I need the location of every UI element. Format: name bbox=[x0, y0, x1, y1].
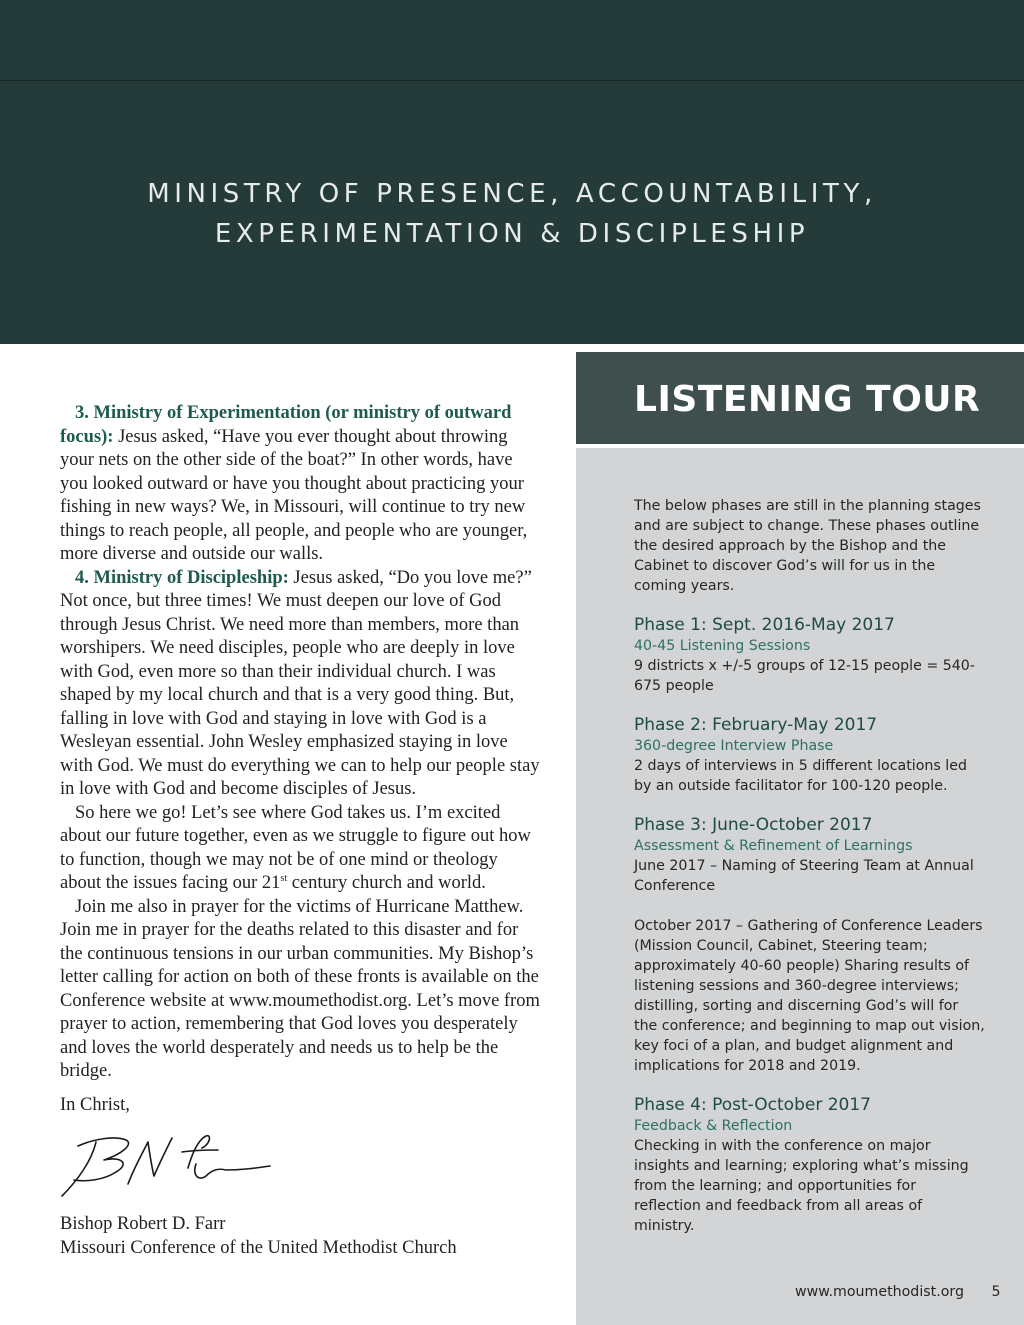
phase-title: Phase 4: Post-October 2017 bbox=[634, 1095, 871, 1115]
phase-text: 9 districts x +/-5 groups of 12-15 people = 540-675 people bbox=[634, 658, 975, 694]
title-banner bbox=[0, 0, 1024, 344]
text-experimentation: Jesus asked, “Have you ever thought about throwing your nets on the other side of the boat?” In other words, have you looked outward or have you thought about practicing your fishing in new ways? We, in Missouri, will continue to try new things to reach people, all people, and people who are younger, more diverse and outside our walls. bbox=[60, 426, 528, 564]
closing-salutation: In Christ, bbox=[60, 1095, 130, 1115]
paragraph-discipleship bbox=[60, 567, 540, 802]
phase-body bbox=[634, 856, 986, 1076]
signer-block bbox=[60, 1213, 540, 1260]
banner-divider bbox=[0, 80, 1024, 81]
footer-url: www.moumethodist.org bbox=[795, 1284, 964, 1300]
paragraph-here-we-go bbox=[60, 802, 540, 896]
paragraph-experimentation bbox=[60, 402, 540, 567]
heading-discipleship: 4. Ministry of Discipleship: bbox=[75, 567, 289, 588]
phase-4 bbox=[634, 1094, 986, 1236]
sidebar-intro: The below phases are still in the planning stages and are subject to change. These phases outline the desired approach by the Bishop and the Cabinet to discover God’s will for us in the coming years. bbox=[634, 498, 981, 594]
paragraph-prayer: Join me also in prayer for the victims of Hurricane Matthew. Join me in prayer for the deaths related to this disaster and for the continuous tensions in our urban communities. My Bishop’s letter calling for action on both of these fronts is available on the Conference website at www.moumethodist.org. Let’s move from prayer to action, remembering that God loves you desperately and loves the world desperately and needs us to help be the bridge. bbox=[60, 896, 540, 1081]
phase-subtitle: Feedback & Reflection bbox=[634, 1118, 793, 1134]
phase-title: Phase 3: June-October 2017 bbox=[634, 815, 873, 835]
phase-text: 2 days of interviews in 5 different locations led by an outside facilitator for 100-120 people. bbox=[634, 758, 967, 794]
page-title-line-1: MINISTRY OF PRESENCE, ACCOUNTABILITY, bbox=[147, 179, 877, 209]
phase-title: Phase 2: February-May 2017 bbox=[634, 715, 878, 735]
phase-text: June 2017 – Naming of Steering Team at Annual Conference bbox=[634, 858, 974, 894]
sidebar-header bbox=[576, 352, 1024, 448]
letter-body bbox=[60, 402, 540, 1084]
phase-subtitle: 360-degree Interview Phase bbox=[634, 738, 834, 754]
sidebar-content bbox=[634, 496, 986, 1254]
phase-body bbox=[634, 756, 986, 796]
page-number: 5 bbox=[991, 1284, 1001, 1300]
phase-subtitle: 40-45 Listening Sessions bbox=[634, 638, 811, 654]
phase-title: Phase 1: Sept. 2016-May 2017 bbox=[634, 615, 895, 635]
phase-2 bbox=[634, 714, 986, 796]
page-title bbox=[60, 174, 964, 254]
phase-text: October 2017 – Gathering of Conference Leaders (Mission Council, Cabinet, Steering team; approximately 40-60 people) Sharing results of listening sessions and 360-degree interviews; distilling, sorting and discerning God’s will for the conference; and beginning to map out vision, key foci of a plan, and budget alignment and implications for 2018 and 2019. bbox=[634, 918, 985, 1074]
text-here-we-go-b: century church and world. bbox=[287, 873, 486, 893]
phase-1 bbox=[634, 614, 986, 696]
phase-body bbox=[634, 1136, 986, 1236]
signer-title: Missouri Conference of the United Methodist Church bbox=[60, 1237, 457, 1258]
page-title-line-2: EXPERIMENTATION & DISCIPLESHIP bbox=[214, 219, 810, 249]
ordinal-suffix: st bbox=[280, 873, 288, 884]
phase-3 bbox=[634, 814, 986, 1076]
signature-image bbox=[56, 1124, 276, 1204]
heading-experimentation: 3. Ministry of Experimentation (or ministry of outward focus): bbox=[60, 403, 512, 447]
text-discipleship: Jesus asked, “Do you love me?” Not once, but three times! We must deepen our love of God through Jesus Christ. We need more than members, more than worshipers. We need disciples, people who are deeply in love with God, even more so than their individual church. I was shaped by my local church and that is a very good thing. But, falling in love with God and staying in love with God is a Wesleyan essential. John Wesley emphasized staying in love with God. We must do everything we can to help our people stay in love with God and become disciples of Jesus. bbox=[60, 567, 540, 799]
signer-name: Bishop Robert D. Farr bbox=[60, 1214, 226, 1234]
text-here-we-go-a: So here we go! Let’s see where God takes us. I’m excited about our future together, even as we struggle to figure out how to function, though we may not be of one mind or theology about the issues facing our 21 bbox=[60, 802, 531, 893]
phase-body bbox=[634, 656, 986, 696]
phase-subtitle: Assessment & Refinement of Learnings bbox=[634, 838, 913, 854]
sidebar-title: LISTENING TOUR bbox=[634, 379, 981, 420]
phase-text: Checking in with the conference on major insights and learning; exploring what’s missing from the learning; and opportunities for reflection and feedback from all areas of ministry. bbox=[634, 1138, 969, 1234]
